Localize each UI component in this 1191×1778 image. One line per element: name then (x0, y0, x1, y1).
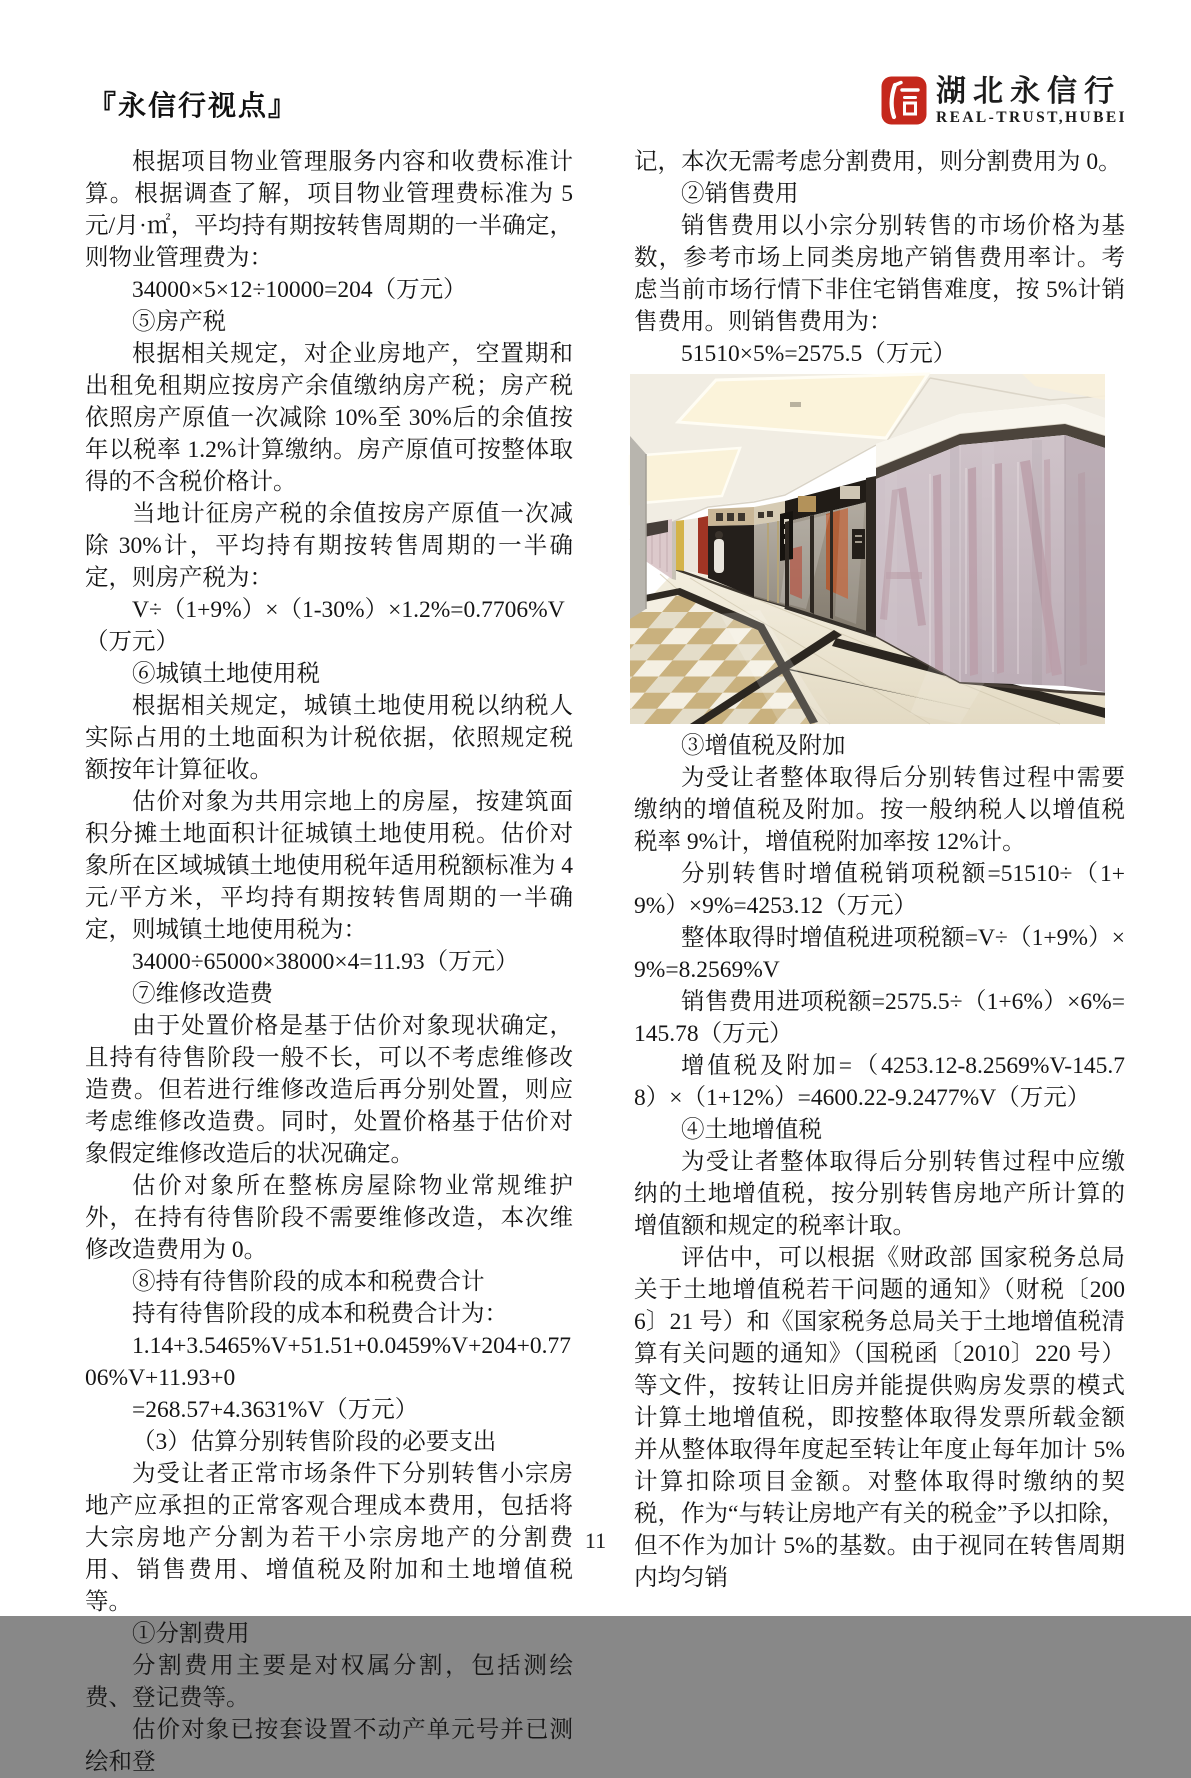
paragraph: 34000÷65000×38000×4=11.93（万元） (132, 949, 519, 975)
masthead-title: 『永信行视点』 (88, 90, 299, 121)
paragraph: 根据相关规定，城镇土地使用税以纳税人实际占用的土地面积为计税依据，依照规定税额按年计算征收。 (85, 693, 573, 783)
paragraph: 51510×5%=2575.5（万元） (681, 341, 957, 367)
page-number: 11 (584, 1528, 607, 1553)
paragraph: 增值税及附加=（4253.12-8.2569%V-145.78）×（1+12%）=4600.22-9.2477%V（万元） (634, 1053, 1125, 1111)
company-name-en: REAL-TRUST,HUBEI (936, 108, 1127, 126)
paragraph: ③增值税及附加 (681, 733, 846, 759)
company-name (936, 76, 1127, 127)
paragraph: ④土地增值税 (681, 1117, 822, 1143)
paragraph: 当地计征房产税的余值按房产原值一次减除 30%计，平均持有期按转售周期的一半确定，则房产税为： (85, 501, 573, 591)
paragraph: ⑤房产税 (132, 309, 226, 335)
paragraph: ⑥城镇土地使用税 (132, 661, 320, 687)
paragraph: =268.57+4.3631%V（万元） (132, 1397, 419, 1423)
paragraph: 评估中，可以根据《财政部 国家税务总局关于土地增值税若干问题的通知》（财税〔2006〕21 号）和《国家税务总局关于土地增值税清算有关问题的通知》（国税函〔2010〕220 号）等文件，按转让旧房并能提供购房发票的模式计算土地增值税，即按整体取得发票所载金额并从整体取得年度起至转让年度止每年加计 5%计算扣除项目金额。对整体取得时缴纳的契税，作为“与转让房地产有关的税金”予以扣除，但不作为加计 5%的基数。由于视同在转售周期内均匀销 (634, 1245, 1125, 1591)
right-column-top (634, 146, 1125, 370)
paragraph: 根据项目物业管理服务内容和收费标准计算。根据调查了解，项目物业管理费标准为 5 元/月·㎡，平均持有期按转售周期的一半确定，则物业管理费为： (85, 149, 573, 271)
paragraph: 分别转售时增值税销项税额=51510÷（1+9%）×9%=4253.12（万元） (634, 861, 1125, 919)
company-seal-icon (881, 76, 927, 125)
right-column-bottom (634, 730, 1125, 1594)
paragraph: ①分割费用 (132, 1621, 250, 1647)
paragraph: 估价对象所在整栋房屋除物业常规维护外，在持有待售阶段不需要维修改造，本次维修改造费用为 0。 (85, 1173, 573, 1263)
paragraph: 由于处置价格是基于估价对象现状确定，且持有待售阶段一般不长，可以不考虑维修改造费。但若进行维修改造后再分别处置，则应考虑维修改造费。同时，处置价格基于估价对象假定维修改造后的状况确定。 (85, 1013, 573, 1167)
paragraph: 为受让者整体取得后分别转售过程中需要缴纳的增值税及附加。按一般纳税人以增值税税率 9%计，增值税附加率按 12%计。 (634, 765, 1125, 855)
paragraph: 销售费用以小宗分别转售的市场价格为基数，参考市场上同类房地产销售费用率计。考虑当前市场行情下非住宅销售难度，按 5%计销售费用。则销售费用为： (634, 213, 1125, 335)
paragraph: 估价对象为共用宗地上的房屋，按建筑面积分摊土地面积计征城镇土地使用税。估价对象所在区域城镇土地使用税年适用税额标准为 4 元/平方米，平均持有期按转售周期的一半确定，则城镇土地使用税为： (85, 789, 573, 943)
paragraph: 整体取得时增值税进项税额=V÷（1+9%）×9%=8.2569%V (634, 925, 1125, 983)
paragraph: 34000×5×12÷10000=204（万元） (132, 277, 467, 303)
paragraph: 销售费用进项税额=2575.5÷（1+6%）×6%=145.78（万元） (634, 989, 1125, 1047)
paragraph: V÷（1+9%）×（1-30%）×1.2%=0.7706%V（万元） (85, 597, 565, 655)
photo-hoarding-wall (876, 404, 1105, 694)
paragraph: 持有待售阶段的成本和税费合计为： (132, 1301, 508, 1327)
company-logo (881, 76, 1127, 127)
paragraph: （3）估算分别转售阶段的必要支出 (132, 1429, 497, 1455)
paragraph: 估价对象已按套设置不动产单元号并已测绘和登 (85, 1717, 573, 1775)
paragraph: 为受让者整体取得后分别转售过程中应缴纳的土地增值税，按分别转售房地产所计算的增值额和规定的税率计取。 (634, 1149, 1125, 1239)
paragraph: ⑦维修改造费 (132, 981, 273, 1007)
mall-corridor-photo (630, 374, 1105, 724)
paragraph: 1.14+3.5465%V+51.51+0.0459%V+204+0.7706%V+11.93+0 (85, 1333, 571, 1391)
paragraph: 根据相关规定，对企业房地产，空置期和出租免租期应按房产余值缴纳房产税；房产税依照房产原值一次减除 10%至 30%后的余值按年以税率 1.2%计算缴纳。房产原值可按整体取得的不含税价格计。 (85, 341, 573, 495)
paragraph: 为受让者正常市场条件下分别转售小宗房地产应承担的正常客观合理成本费用，包括将大宗房地产分割为若干小宗房地产的分割费用、销售费用、增值税及附加和土地增值税等。 (85, 1461, 573, 1615)
paragraph: ②销售费用 (681, 181, 799, 207)
paragraph: ⑧持有待售阶段的成本和税费合计 (132, 1269, 485, 1295)
paragraph: 记，本次无需考虑分割费用，则分割费用为 0。 (634, 149, 1122, 175)
paragraph: 分割费用主要是对权属分割，包括测绘费、登记费等。 (85, 1653, 573, 1711)
company-name-cn: 湖北永信行 (936, 75, 1121, 108)
